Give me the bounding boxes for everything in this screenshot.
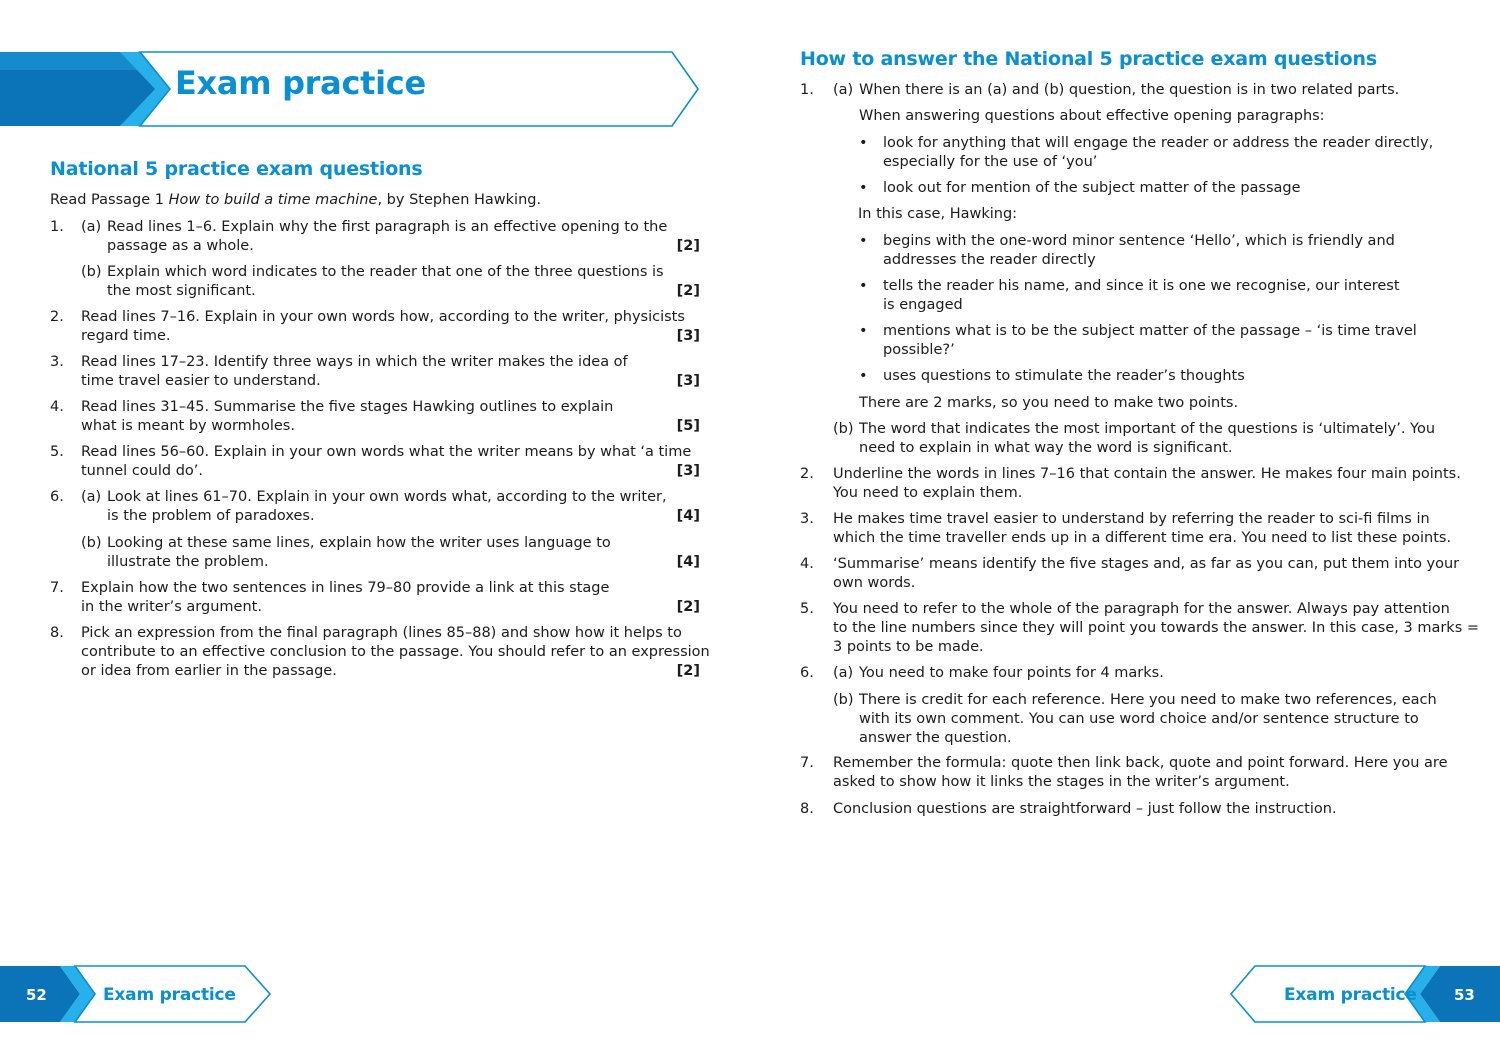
answer-text-line: Remember the formula: quote then link back, quote and point forward. Here you are xyxy=(833,755,1448,771)
footer-label: Exam practice xyxy=(103,985,236,1005)
bullet-text-line: addresses the reader directly xyxy=(883,252,1096,268)
answer-part-label: (a) xyxy=(833,82,854,98)
question-text-line: Look at lines 61–70. Explain in your own words what, according to the writer, xyxy=(107,489,667,505)
answer-text-line: There is credit for each reference. Here you need to make two references, each xyxy=(859,692,1437,708)
answer-number: 3. xyxy=(800,511,814,527)
page-number-right: 53 xyxy=(1454,986,1475,1004)
mark-allocation: [2] xyxy=(676,599,700,615)
question-number: 2. xyxy=(50,309,64,325)
question-number: 7. xyxy=(50,580,64,596)
page-title: Exam practice xyxy=(175,64,426,102)
answer-number: 1. xyxy=(800,82,814,98)
mark-allocation: [2] xyxy=(676,283,700,299)
answer-text-line: asked to show how it links the stages in the writer’s argument. xyxy=(833,774,1290,790)
bullet-text-line: begins with the one-word minor sentence ‘Hello’, which is friendly and xyxy=(883,233,1395,249)
section-heading: National 5 practice exam questions xyxy=(50,158,423,180)
answer-text-line: to the line numbers since they will point you towards the answer. In this case, 3 marks = xyxy=(833,620,1480,636)
answer-number: 7. xyxy=(800,755,814,771)
question-text-line: contribute to an effective conclusion to the passage. You should refer to an expression xyxy=(81,644,710,660)
bullet-dot: • xyxy=(859,278,868,294)
answer-text-line: which the time traveller ends up in a different time era. You need to list these points. xyxy=(833,530,1452,546)
answer-text-line: with its own comment. You can use word choice and/or sentence structure to xyxy=(859,711,1419,727)
answer-number: 2. xyxy=(800,466,814,482)
question-text-line: Read lines 56–60. Explain in your own words what the writer means by what ‘a time xyxy=(81,444,692,460)
mark-allocation: [3] xyxy=(676,328,700,344)
answer-text-line: 3 points to be made. xyxy=(833,639,984,655)
bullet-text-line: uses questions to stimulate the reader’s thoughts xyxy=(883,368,1245,384)
answer-number: 6. xyxy=(800,665,814,681)
answer-text-line: You need to make four points for 4 marks. xyxy=(859,665,1164,681)
bullet-text-line: look for anything that will engage the reader or address the reader directly, xyxy=(883,135,1434,151)
question-number: 1. xyxy=(50,219,64,235)
question-part-label: (b) xyxy=(81,535,102,551)
answer-text-line: When answering questions about effective opening paragraphs: xyxy=(859,108,1325,124)
question-number: 6. xyxy=(50,489,64,505)
answer-number: 8. xyxy=(800,801,814,817)
answer-text-line: The word that indicates the most important of the questions is ‘ultimately’. You xyxy=(859,421,1436,437)
answer-text-line: Underline the words in lines 7–16 that contain the answer. He makes four main points. xyxy=(833,466,1461,482)
answer-number: 4. xyxy=(800,556,814,572)
bullet-dot: • xyxy=(859,135,868,151)
question-number: 5. xyxy=(50,444,64,460)
question-text-line: Explain which word indicates to the reader that one of the three questions is xyxy=(107,264,664,280)
question-part-label: (a) xyxy=(81,219,102,235)
answer-text-line: ‘Summarise’ means identify the five stages and, as far as you can, put them into your xyxy=(833,556,1460,572)
mark-allocation: [2] xyxy=(676,238,700,254)
answer-part-label: (a) xyxy=(833,665,854,681)
question-number: 4. xyxy=(50,399,64,415)
mark-allocation: [3] xyxy=(676,373,700,389)
bullet-dot: • xyxy=(859,323,868,339)
question-number: 3. xyxy=(50,354,64,370)
answer-text-line: You need to refer to the whole of the paragraph for the answer. Always pay attention xyxy=(833,601,1450,617)
question-text-line: time travel easier to understand. xyxy=(81,373,321,389)
answer-text-line: In this case, Hawking: xyxy=(858,206,1018,222)
bullet-text-line: especially for the use of ‘you’ xyxy=(883,154,1098,170)
question-part-label: (b) xyxy=(81,264,102,280)
bullet-dot: • xyxy=(859,233,868,249)
bullet-text-line: possible?’ xyxy=(883,342,955,358)
footer-label-right: Exam practice xyxy=(1284,985,1417,1005)
question-text-line: illustrate the problem. xyxy=(107,554,269,570)
question-part-label: (a) xyxy=(81,489,102,505)
answer-part-label: (b) xyxy=(833,421,854,437)
mark-allocation: [5] xyxy=(676,418,700,434)
answer-section-heading: How to answer the National 5 practice exam questions xyxy=(800,48,1377,70)
mark-allocation: [3] xyxy=(676,463,700,479)
question-text-line: Read lines 1–6. Explain why the first paragraph is an effective opening to the xyxy=(107,219,668,235)
page-number: 52 xyxy=(26,986,47,1004)
answer-text-line: own words. xyxy=(833,575,916,591)
answer-text-line: When there is an (a) and (b) question, the question is in two related parts. xyxy=(859,82,1400,98)
question-text-line: is the problem of paradoxes. xyxy=(107,508,315,524)
question-text-line: passage as a whole. xyxy=(107,238,254,254)
answer-number: 5. xyxy=(800,601,814,617)
question-text-line: Looking at these same lines, explain how the writer uses language to xyxy=(107,535,611,551)
bullet-text-line: is engaged xyxy=(883,297,963,313)
mark-allocation: [2] xyxy=(676,663,700,679)
question-text-line: Read lines 31–45. Summarise the five stages Hawking outlines to explain xyxy=(81,399,614,415)
mark-allocation: [4] xyxy=(676,554,700,570)
question-number: 8. xyxy=(50,625,64,641)
question-text-line: tunnel could do’. xyxy=(81,463,203,479)
answer-text-line: answer the question. xyxy=(859,730,1012,746)
bullet-text-line: mentions what is to be the subject matter of the passage – ‘is time travel xyxy=(883,323,1417,339)
question-text-line: in the writer’s argument. xyxy=(81,599,262,615)
question-text-line: what is meant by wormholes. xyxy=(81,418,295,434)
bullet-text-line: look out for mention of the subject matter of the passage xyxy=(883,180,1301,196)
answer-part-label: (b) xyxy=(833,692,854,708)
question-text-line: or idea from earlier in the passage. xyxy=(81,663,337,679)
bullet-text-line: tells the reader his name, and since it is one we recognise, our interest xyxy=(883,278,1400,294)
answer-text-line: He makes time travel easier to understand by referring the reader to sci-fi films in xyxy=(833,511,1430,527)
bullet-dot: • xyxy=(859,368,868,384)
answer-text-line: There are 2 marks, so you need to make two points. xyxy=(859,395,1239,411)
answer-text-line: need to explain in what way the word is significant. xyxy=(859,440,1233,456)
bullet-dot: • xyxy=(859,180,868,196)
answer-text-line: You need to explain them. xyxy=(833,485,1023,501)
question-text-line: Read lines 17–23. Identify three ways in which the writer makes the idea of xyxy=(81,354,628,370)
question-text-line: Explain how the two sentences in lines 79–80 provide a link at this stage xyxy=(81,580,610,596)
question-text-line: Read lines 7–16. Explain in your own words how, according to the writer, physicists xyxy=(81,309,685,325)
passage-title: How to build a time machine xyxy=(168,192,378,208)
question-text-line: regard time. xyxy=(81,328,171,344)
question-text-line: the most significant. xyxy=(107,283,256,299)
question-text-line: Pick an expression from the final paragraph (lines 85–88) and show how it helps to xyxy=(81,625,682,641)
intro-text: Read Passage 1 How to build a time machine, by Stephen Hawking. xyxy=(50,192,542,208)
mark-allocation: [4] xyxy=(676,508,700,524)
answer-text-line: Conclusion questions are straightforward – just follow the instruction. xyxy=(833,801,1337,817)
